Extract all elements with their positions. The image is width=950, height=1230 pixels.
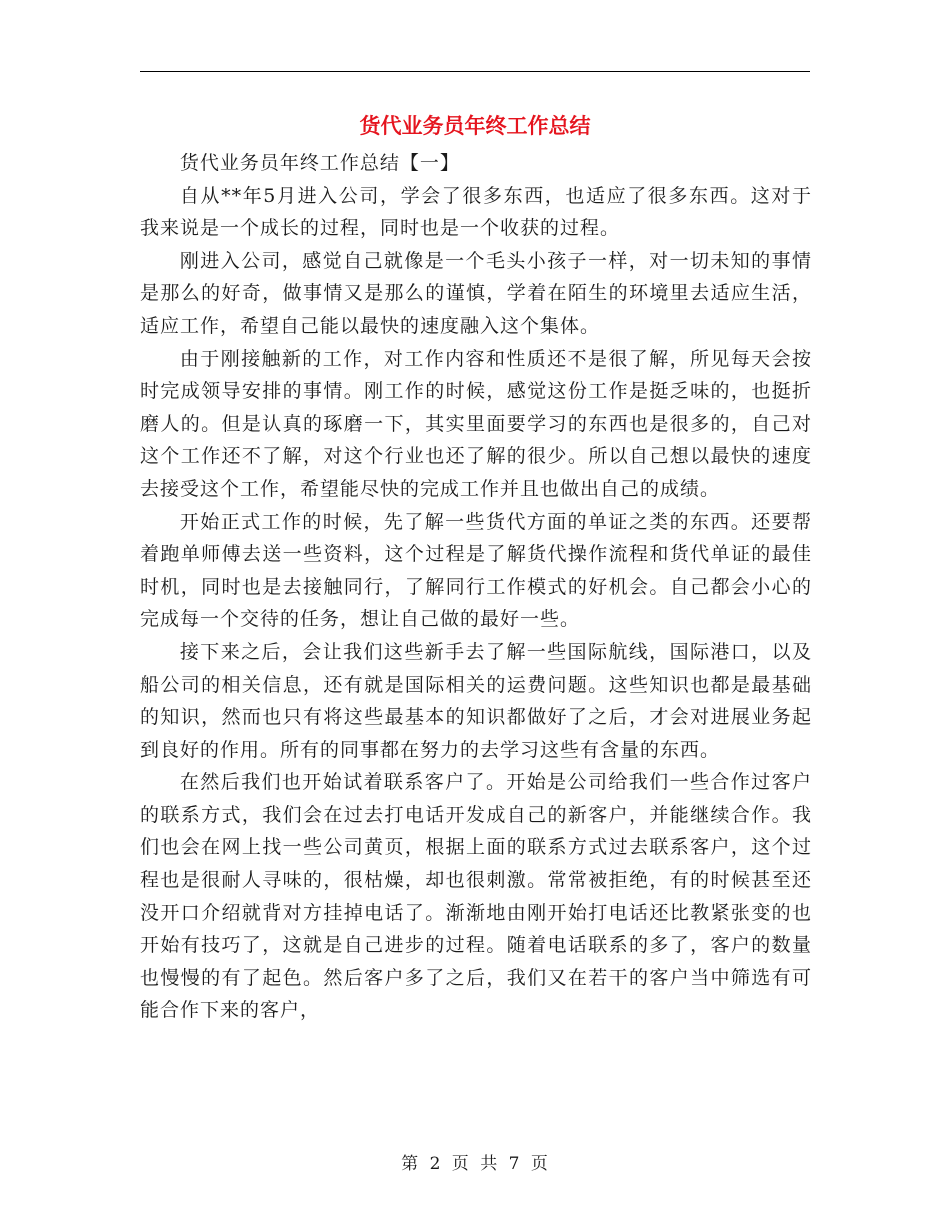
body-paragraph-3: 由于刚接触新的工作，对工作内容和性质还不是很了解，所见每天会按时完成领导安排的事情。刚工作的时候，感觉这份工作是挺乏味的，也挺折磨人的。但是认真的琢磨一下，其实里面要学习的东西也是很多的，自己对这个工作还不了解，对这个行业也还了解的很少。所以自己想以最快的速度去接受这个工作，希望能尽快的完成工作并且也做出自己的成绩。 <box>140 347 812 500</box>
footer-total-pages: 7 <box>508 1154 521 1174</box>
footer-suffix: 页 <box>530 1154 549 1174</box>
footer-page-word: 页 <box>451 1154 470 1174</box>
body-paragraph-4: 开始正式工作的时候，先了解一些货代方面的单证之类的东西。还要帮着跑单师傅去送一些资料，这个过程是了解货代操作流程和货代单证的最佳时机，同时也是去接触同行，了解同行工作模式的好机会。自己都会小心的完成每一个交待的任务，想让自己做的最好一些。 <box>140 510 812 631</box>
document-title: 货代业务员年终工作总结 <box>359 114 591 138</box>
body-paragraph-1: 自从**年5月进入公司，学会了很多东西，也适应了很多东西。这对于我来说是一个成长的过程，同时也是一个收获的过程。 <box>140 184 812 240</box>
document-body <box>140 147 812 1027</box>
page-number-footer <box>0 1152 950 1176</box>
footer-prefix: 第 <box>401 1154 420 1174</box>
section-heading: 货代业务员年终工作总结【一】 <box>179 152 460 174</box>
footer-total-prefix: 共 <box>480 1154 499 1174</box>
body-paragraph-6: 在然后我们也开始试着联系客户了。开始是公司给我们一些合作过客户的联系方式，我们会在过去打电话开发成自己的新客户，并能继续合作。我们也会在网上找一些公司黄页，根据上面的联系方式过去联系客户，这个过程也是很耐人寻味的，很枯燥，却也很刺激。常常被拒绝，有的时候甚至还没开口介绍就背对方挂掉电话了。渐渐地由刚开始打电话还比教紧张变的也开始有技巧了，这就是自己进步的过程。随着电话联系的多了，客户的数量也慢慢的有了起色。然后客户多了之后，我们又在若干的客户当中筛选有可能合作下来的客户， <box>140 771 812 1022</box>
body-paragraph-5: 接下来之后，会让我们这些新手去了解一些国际航线，国际港口，以及船公司的相关信息，还有就是国际相关的运费问题。这些知识也都是最基础的知识，然而也只有将这些最基本的知识都做好了之后，才会对进展业务起到良好的作用。所有的同事都在努力的去学习这些有含量的东西。 <box>140 640 812 761</box>
body-paragraph-2: 刚进入公司，感觉自己就像是一个毛头小孩子一样，对一切未知的事情是那么的好奇，做事情又是那么的谨慎，学着在陌生的环境里去适应生活，适应工作，希望自己能以最快的速度融入这个集体。 <box>140 249 812 337</box>
footer-current-page: 2 <box>429 1154 442 1174</box>
header-rule <box>140 71 810 72</box>
